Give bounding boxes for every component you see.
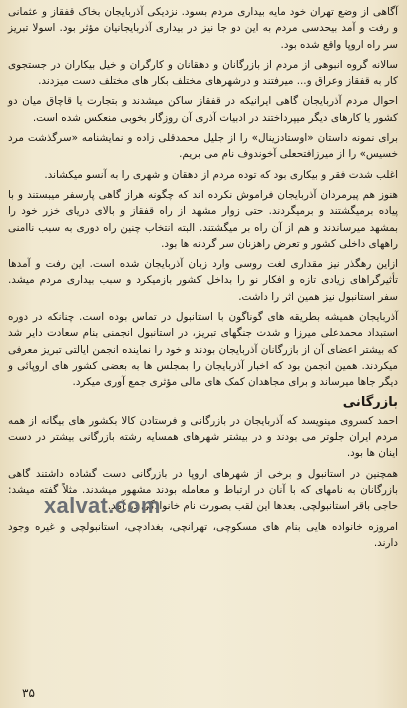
body-text [8,4,398,555]
paragraph: آذربایجان همیشه بطریقه های گوناگون با استانبول در تماس بوده است. چنانکه در دوره استبداد محمدعلی میرزا و شدت جنگهای تبریز، در استانبول انجمنی بنام سعادت داير شد که بیشتر اعضای آن از بازرگانان آذربایجان بودند و خود را نماینده انجمن ایالتی تبریز معرفی میکردند. همین انجمن بود که اخبار آذربایجان را بمجلس ها به بعضی کشور های اروپائی و دیگر جاها میرساند و برای مجاهدان کمک های مالی مؤثری جمع آوری میکرد. [8,311,398,389]
paragraph: برای نمونه داستان «اوستادزینال» را از جلیل محمدقلی زاده و نمایشنامه «سرگذشت مرد خسیس» را از میرزافتحعلی آخوندوف نام می بریم. [8,132,398,161]
paragraph: احمد کسروی مینویسد که آذربایجان در بازرگانی و فرستادن کالا بکشور های بیگانه از همه مردم ایران جلوتر می بودند و در بیشتر شهرهای همسایه رشته بازرگانی بیشتر در دست اینان ها بود. [8,414,398,460]
page-number: ۳۵ [22,686,35,700]
paragraph: احوال مردم آذربایجان گاهی ایرانیکه در قفقاز ساکن میشدند و بتجارت یا قاچاق میان دو کشور یا کارهای دیگر میپرداختند در ادبیات آذری آن روزگار بخوبی منعکس شده است. [8,95,398,124]
paragraph: سالانه گروه انبوهی از مردم از بازرگانان و دهقانان و کارگران و خیل بیکاران در جستجوی کار به قفقاز وعراق و... میرفتند و درشهرهای مختلف بکار های مختلف دست میزدند. [8,58,398,88]
paragraph: امروزه خانواده هایی بنام های مسکوچی، تهرانچی، بغدادچی، استانبولچی و غیره وجود دارند. [8,520,398,549]
section-heading: بازرگانی [342,394,398,410]
paragraph: ازاین رهگذر نیز مقداری لغت روسی وارد زبان آذربایجان شده است. این رفت و آمدها تأثیرگراهای زیادی تازه و افکار نو را بداخل کشور بازمیکرد و سبب بیداری مردم میشد. سفر استانبول نیز همین اثر را داشت. [8,258,398,303]
paragraph: آگاهی از وضع تهران خود مایه بیداری مردم بسود. نزدیکی آذربایجان بخاک قفقاز و عثمانی و رفت و آمد بیحدسی مردم به این دو جا نیز در بیداری آذربایجانیان مؤثر بود. اسولا تبریز سر راه اروپا واقع شده بود. [8,6,398,51]
watermark: xalvat.com [44,493,161,518]
paragraph: همچنین در استانبول و برخی از شهرهای اروپا در بازرگانی دست گشاده داشتند گاهی بازرگانان به نامهای که با آنان در ارتباط و معامله بودند مشهور میشدند. مثلاً گفته میشد: حاجی باقر استانبولچی. بعدها این لقب بصورت نام خانوادگی در آمد. [8,467,398,513]
paragraph: اغلب شدت فقر و بیکاری بود که توده مردم از دهقان و شهری را به آنسو میکشاند. [44,168,398,181]
paragraph: هنوز هم پیرمردان آذربایجان فراموش نکرده اند که چگونه هراز گاهی پارسفر میبستند و با پیاده برمیگشتند و برمیگردند. حتی زوار مشهد از راه قفقاز و بالای دریای خزر خود را بمشهد میرساندند و هم از آن راه بر میگشتند. البته انتخاب چنین راه دوری به سبب ناامنی راههای داخلی کشور و تعرض راهزنان سر گردنه ها بود. [8,188,398,250]
